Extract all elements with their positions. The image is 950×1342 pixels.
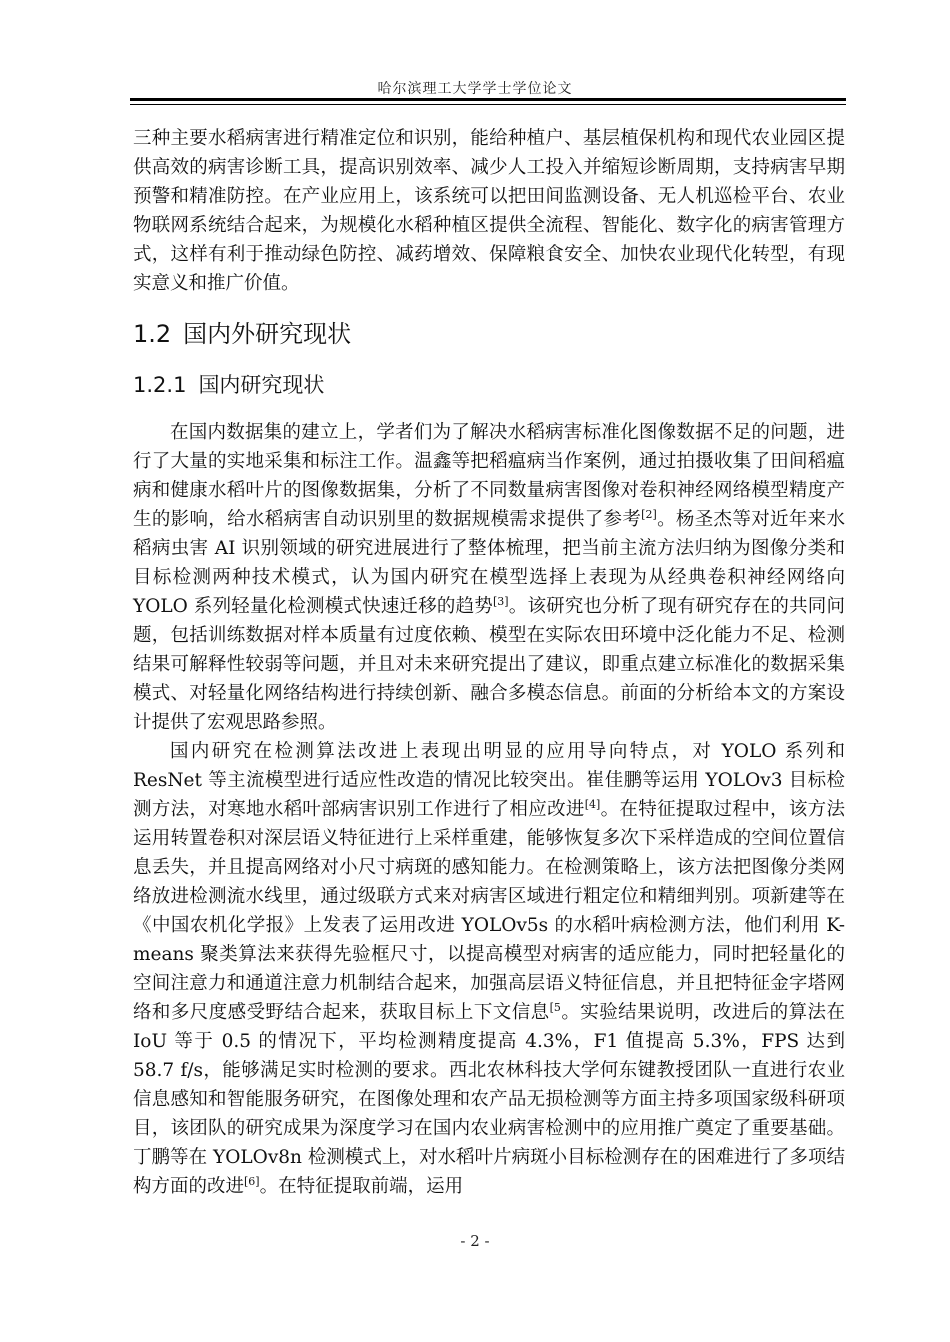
text-run: 。实验结果说明，改进后的算法在 IoU 等于 0.5 的情况下，平均检测精度提高 4.3%，F1 值提高 5.3%，FPS 达到 58.7 f/s，能够满足实时检测的要求。西北农林科技大学何东键教授团队一直进行农业信息感知和智能服务研究，在图像处理和农产品无损检测等方面主持多项国家级科研项目，该团队的研究成果为深度学习在国内农业病害检测中的应用推广奠定了重要基础。丁鹏等在 YOLOv8n 检测模式上，对水稻叶片病斑小目标检测存在的困难进行了多项结构方面的改进 — [133, 1002, 845, 1197]
header-rule-thick — [130, 98, 846, 101]
text-run: 。该研究也分析了现有研究存在的共同问题，包括训练数据对样本质量有过度依赖、模型在实际农田环境中泛化能力不足、检测结果可解释性较弱等问题，并且对未来研究提出了建议，即重点建立标准化的数据采集模式、对轻量化网络结构进行持续创新、融合多模态信息。前面的分析给本文的方案设计提供了宏观思路参照。 — [133, 596, 845, 733]
text-run: 。在特征提取前端，运用 — [259, 1176, 464, 1197]
citation-ref: [4] — [584, 798, 601, 811]
paragraph-algorithms — [133, 737, 845, 1201]
paragraph-continued: 三种主要水稻病害进行精准定位和识别，能给种植户、基层植保机构和现代农业园区提供高效的病害诊断工具，提高识别效率、减少人工投入并缩短诊断周期，支持病害早期预警和精准防控。在产业应用上，该系统可以把田间监测设备、无人机巡检平台、农业物联网系统结合起来，为规模化水稻种植区提供全流程、智能化、数字化的病害管理方式，这样有利于推动绿色防控、减药增效、保障粮食安全、加快农业现代化转型，有现实意义和推广价值。 — [133, 128, 845, 294]
citation-ref: [6] — [244, 1175, 260, 1188]
text-run: 在国内数据集的建立上，学者们为了解决水稻病害标准化图像数据不足的问题，进行了大量的实地采集和标注工作。温鑫等把稻瘟病当作案例，通过拍摄收集了田间稻瘟病和健康水稻叶片的图像数据集，分析了不同数量病害图像对卷积神经网络模型精度产生的影响，给水稻病害自动识别里的数据规模需求提供了参考 — [133, 422, 845, 530]
citation-ref: [2] — [641, 508, 657, 521]
text-run: 。在特征提取过程中，该方法运用转置卷积对深层语义特征进行上采样重建，能够恢复多次下采样造成的空间位置信息丢失，并且提高网络对小尺寸病斑的感知能力。在检测策略上，该方法把图像分类网络放进检测流水线里，通过级联方式来对病害区域进行粗定位和精细判别。项新建等在《中国农机化学报》上发表了运用改进 YOLOv5s 的水稻叶病检测方法，他们利用 K-means 聚类算法来获得先验框尺寸，以提高模型对病害的适应能力，同时把轻量化的空间注意力和通道注意力机制结合起来，加强高层语义特征信息，并且把特征金字塔网络和多尺度感受野结合起来，获取目标上下文信息 — [133, 799, 845, 1023]
subsection-number: 1.2.1 — [133, 373, 187, 397]
text-run: 国内研究在检测算法改进上表现出明显的应用导向特点，对 YOLO 系列和 ResNet 等主流模型进行适应性改造的情况比较突出。崔佳鹏等运用 YOLOv3 目标检测方法，对寒地水稻叶部病害识别工作进行了相应改进 — [133, 741, 845, 820]
running-header: 哈尔滨理工大学学士学位论文 — [377, 81, 573, 97]
section-number: 1.2 — [133, 320, 172, 348]
page-number: - 2 - — [460, 1232, 490, 1250]
subsection-heading — [133, 364, 845, 406]
body-content — [133, 124, 845, 1201]
paragraph-datasets — [133, 418, 845, 737]
subsection-title: 国内研究现状 — [198, 373, 325, 397]
citation-ref: [3] — [492, 595, 509, 608]
section-title: 国内外研究现状 — [183, 320, 352, 348]
header-rule-thin — [130, 104, 846, 105]
text-run: 。杨圣杰等对近年来水稻病虫害 AI 识别领域的研究进展进行了整体梳理，把当前主流方法归纳为图像分类和目标检测两种技术模式，认为国内研究在模型选择上表现为从经典卷积神经网络向 YOLO 系列轻量化检测模式快速迁移的趋势 — [133, 509, 845, 617]
citation-ref: [5 — [549, 1001, 561, 1014]
section-heading — [133, 310, 845, 358]
